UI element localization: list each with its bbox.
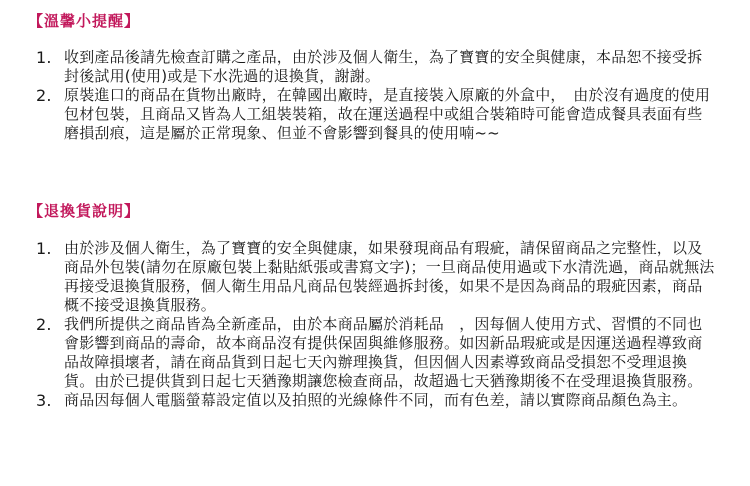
notice-item-1: [36, 48, 716, 86]
list-number: 1.: [36, 48, 52, 67]
list-number: 2.: [36, 86, 52, 105]
returns-item-text: 我們所提供之商品皆為全新產品，由於本商品屬於消耗品 ，因每個人使用方式、習慣的不同也會影響到商品的壽命，故本商品沒有提供保固與維修服務。如因新品瑕疵或是因運送過程導致商品故障損壞者，請在商品貨到日起七天內辦理換貨，但因個人因素導致商品受損恕不受理退換貨。由於已提供貨到日起七天猶豫期讓您檢查商品，故超過七天猶豫期後不在受理退換貨服務。: [64, 315, 703, 390]
returns-item-2: [36, 315, 716, 391]
list-number: 2.: [36, 315, 52, 334]
returns-item-text: 商品因每個人電腦螢幕設定值以及拍照的光線條件不同，而有色差，請以實際商品顏色為主。: [64, 391, 688, 409]
returns-item-1: [36, 239, 716, 315]
list-number: 3.: [36, 391, 52, 410]
returns-section-title: 【退換貨說明】: [28, 202, 141, 220]
notice-section-title: 【溫馨小提醒】: [28, 12, 141, 30]
notice-list: [36, 48, 716, 143]
list-number: 1.: [36, 239, 52, 258]
notice-item-text: 收到產品後請先檢查訂購之產品，由於涉及個人衛生，為了寶寶的安全與健康，本品恕不接受拆封後試用(使用)或是下水洗過的退換貨，謝謝。: [64, 48, 703, 85]
notice-item-text: 原裝進口的商品在貨物出廠時，在韓國出廠時，是直接裝入原廠的外盒中， 由於沒有過度的使用包材包裝，且商品又皆為人工組裝裝箱，故在運送過程中或組合裝箱時可能會造成餐具表面有些磨損刮痕，這是屬於正常現象、但並不會影響到餐具的使用喃~~: [64, 86, 711, 142]
returns-list: [36, 239, 716, 410]
notice-item-2: [36, 86, 716, 143]
returns-item-3: [36, 391, 716, 410]
returns-item-text: 由於涉及個人衛生，為了寶寶的安全與健康，如果發現商品有瑕疵，請保留商品之完整性，以及商品外包裝(請勿在原廠包裝上黏貼紙張或書寫文字)；一旦商品使用過或下水清洗過，商品就無法再接受退換貨服務，個人衛生用品凡商品包裝經過拆封後，如果不是因為商品的瑕疵因素，商品概不接受退換貨服務。: [64, 239, 715, 314]
